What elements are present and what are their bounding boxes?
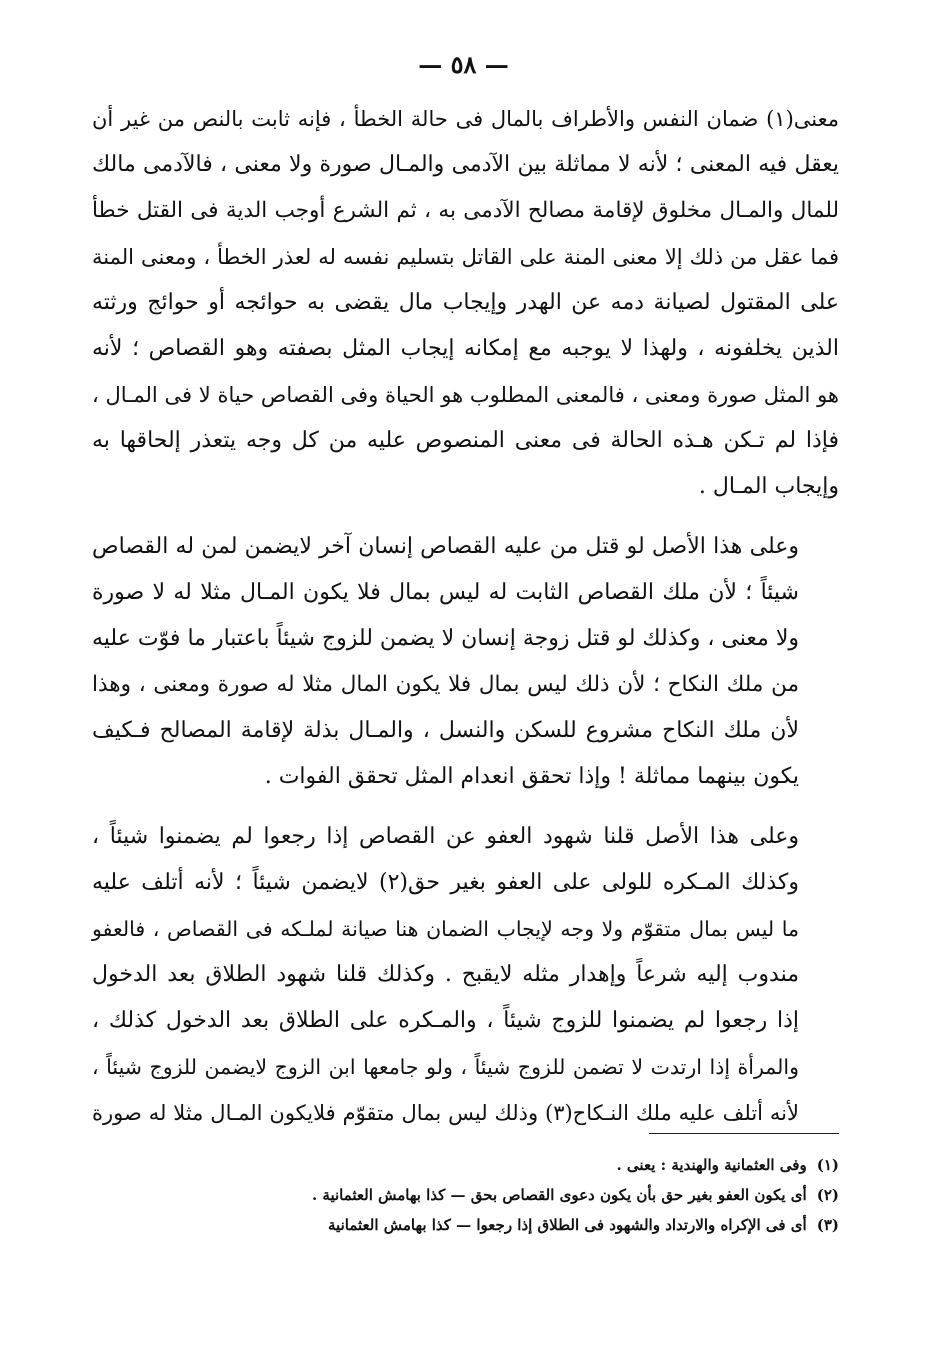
footnote-number: (٣) — [816, 1216, 839, 1234]
text-line: لأنه أتلف عليه ملك النـكاح(٣) وذلك ليس بمال متقوّم فلايكون المـال مثلا له صورة — [92, 1101, 799, 1125]
text-line: فما عقل من ذلك إلا معنى المنة على القاتل بتسليم نفسه له لعذر الخطأ ، ومعنى المنة — [92, 245, 839, 269]
text-line: إذا رجعوا لم يضمنوا للزوج شيئاً ، والمـكره على الطلاق بعد الدخول كذلك ، — [92, 1008, 799, 1033]
paragraph-2 — [92, 524, 839, 800]
footnotes — [92, 1150, 839, 1240]
text-line: على المقتول لصيانة دمه عن الهدر وإيجاب مال يقضى به حوائجه أو حوائج ورثته — [92, 290, 839, 315]
body-text — [92, 96, 839, 1136]
text-line: هو المثل صورة ومعنى ، فالمعنى المطلوب هو الحياة وفى القصاص حياة لا فى المـال ، — [92, 383, 839, 407]
footnote-text: أى يكون العفو بغير حق بأن يكون دعوى القصاص بحق — كذا بهامش العثمانية . — [311, 1186, 807, 1204]
footnote-number: (١) — [816, 1156, 839, 1174]
footnote-number: (٢) — [816, 1186, 839, 1204]
footnote-2 — [92, 1180, 839, 1210]
text-line: يعقل فيه المعنى ؛ لأنه لا مماثلة بين الآدمى والمـال صورة ولا معنى ، فالآدمى مالك — [92, 152, 839, 177]
text-line: ولا معنى ، وكذلك لو قتل زوجة إنسان لا يضمن للزوج شيئاً باعتبار ما فوّت عليه — [92, 626, 799, 651]
footnote-divider — [649, 1133, 839, 1134]
text-line: الذين يخلفونه ، ولهذا لا يوجبه مع إمكانه إيجاب المثل بصفته وهو القصاص ؛ لأنه — [92, 336, 839, 361]
text-line: معنى(١) ضمان النفس والأطراف بالمال فى حالة الخطأ ، فإنه ثابت بالنص من غير أن — [92, 107, 839, 131]
text-line: شيئاً ؛ لأن ملك القصاص الثابت له ليس بمال فلا يكون المـال مثلا له لا صورة — [92, 580, 799, 605]
text-line: وإيجاب المـال . — [698, 474, 839, 499]
text-line: مندوب إليه شرعاً وإهدار مثله لايقبح . وكذلك قلنا شهود الطلاق بعد الدخول — [92, 962, 799, 987]
text-line: وكذلك المـكره للولى على العفو بغير حق(٢) لايضمن شيئاً ؛ لأنه أتلف عليه — [92, 870, 799, 895]
page-number: — ٥٨ — — [418, 50, 509, 79]
text-line: يكون بينهما مماثلة ! وإذا تحقق انعدام المثل تحقق الفوات . — [264, 764, 799, 789]
footnote-1 — [92, 1150, 839, 1180]
paragraph-1 — [92, 96, 839, 510]
footnote-3 — [92, 1210, 839, 1240]
text-line: فإذا لم تـكن هـذه الحالة فى معنى المنصوص عليه من كل وجه يتعذر إلحاقها به — [92, 428, 839, 453]
footnote-text: أى فى الإكراه والارتداد والشهود فى الطلاق إذا رجعوا — كذا بهامش العثمانية — [328, 1216, 807, 1234]
text-line: ما ليس بمال متقوّم ولا وجه لإيجاب الضمان هنا صيانة لملـكه فى القصاص ، فالعفو — [92, 917, 799, 941]
paragraph-3 — [92, 814, 839, 1136]
text-line: والمرأة إذا ارتدت لا تضمن للزوج شيئاً ، ولو جامعها ابن الزوج لايضمن للزوج شيئاً ، — [92, 1055, 799, 1079]
text-line: وعلى هذا الأصل لو قتل من عليه القصاص إنسان آخر لايضمن لمن له القصاص — [92, 534, 799, 559]
text-line: للمال والمـال مخلوق لإقامة مصالح الآدمى به ، ثم الشرع أوجب الدية فى القتل خطأ — [92, 198, 839, 223]
text-line: من ملك النكاح ؛ لأن ذلك ليس بمال فلا يكون المال مثلا له صورة ومعنى ، وهذا — [92, 672, 799, 697]
text-line: لأن ملك النكاح مشروع للسكن والنسل ، والمـال بذلة لإقامة المصالح فـكيف — [92, 718, 799, 743]
footnote-text: وفى العثمانية والهندية : يعنى . — [616, 1156, 807, 1174]
text-line: وعلى هذا الأصل قلنا شهود العفو عن القصاص إذا رجعوا لم يضمنوا شيئاً ، — [92, 824, 799, 849]
